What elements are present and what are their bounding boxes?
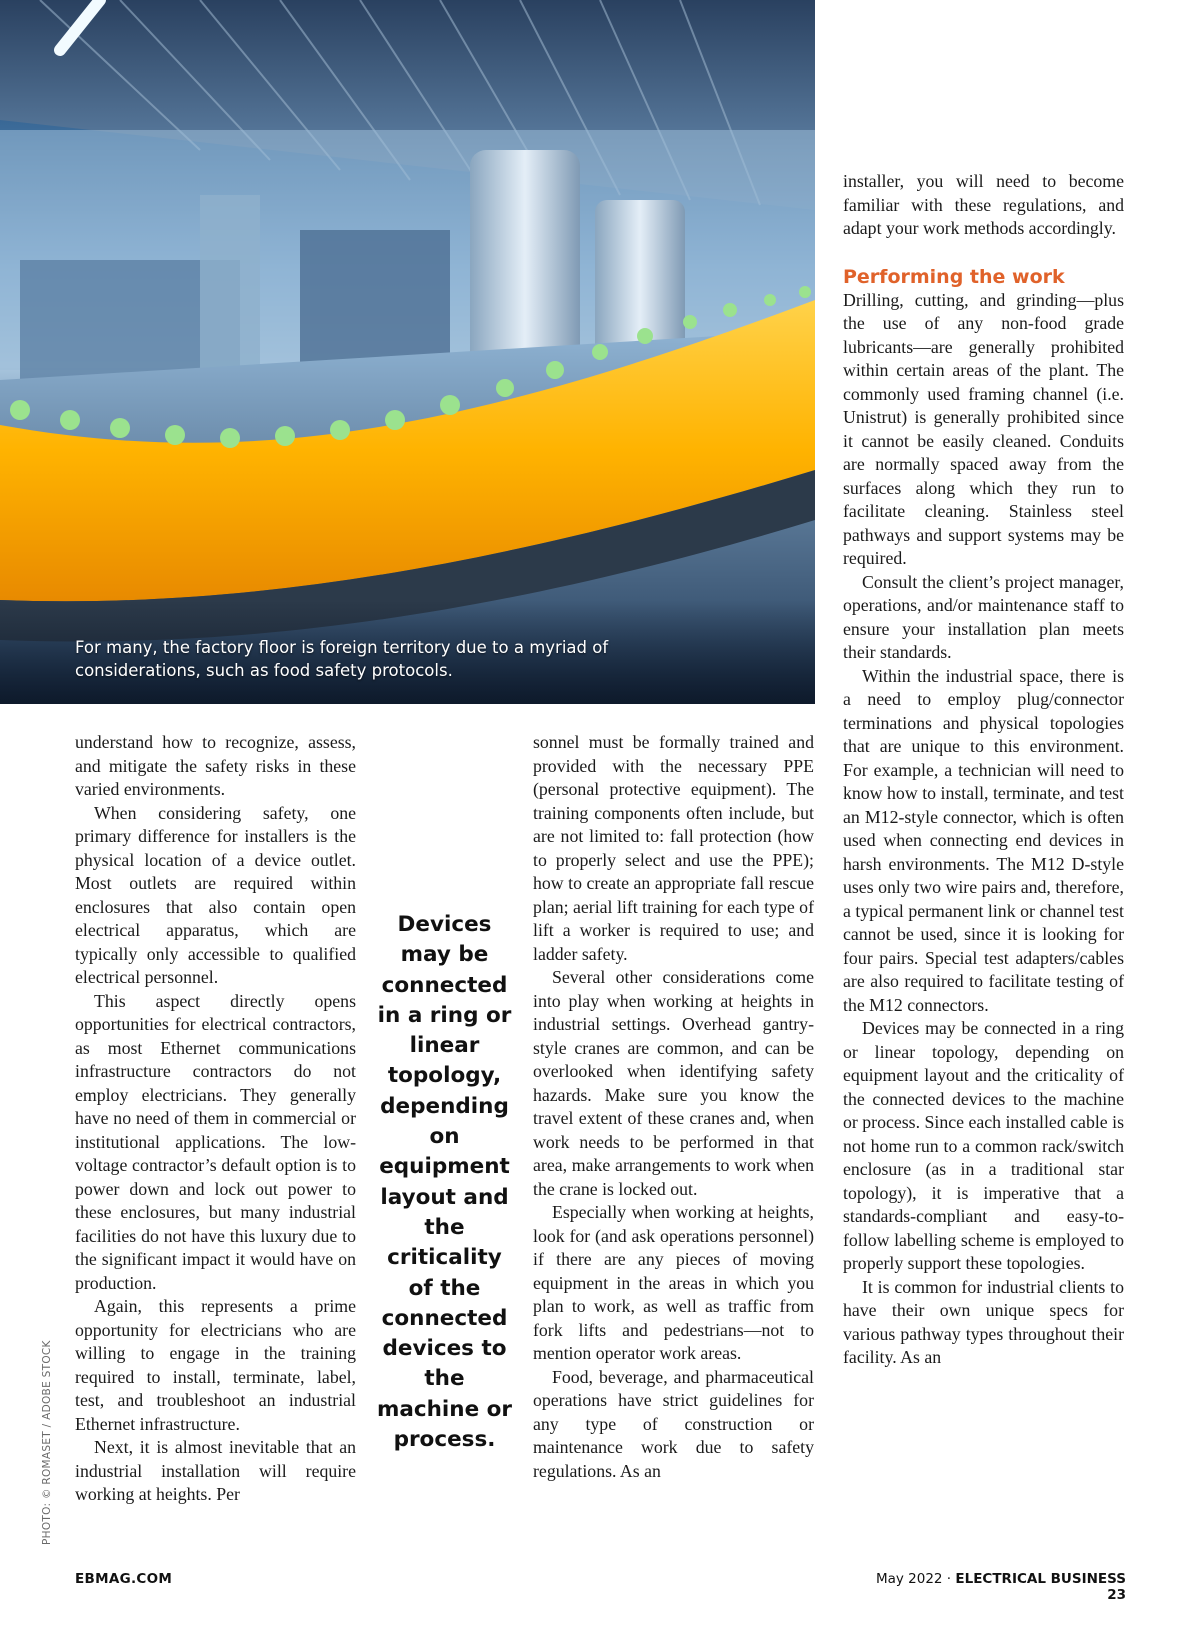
- paragraph: Within the industrial space, there is a need to employ plug/connector terminations and physical topologies that are unique to this environment. For example, a technician will need to know how to install, terminate, and test an M12-style connector, which is often used when connecting end devices in harsh environments. The M12 D-style uses only two wire pairs and, therefore, a typical permanent link or channel test cannot be used, since it is looking for four pairs. Special test adapters/cables are also required to facilitate testing of the M12 connectors.: [843, 665, 1124, 1015]
- section-heading: Performing the work: [843, 265, 1065, 288]
- page-number: 23: [1107, 1587, 1126, 1603]
- paragraph: Several other considerations come into play when working at heights in industrial settings. Overhead gantry-style cranes are common, and can be overlooked when identifying safety hazards. Make sure you know the travel extent of these cranes and, when work needs to be performed in that area, make arrangements to work when the crane is locked out.: [533, 967, 814, 1199]
- footer-issue-info: [826, 1571, 1126, 1603]
- paragraph: It is common for industrial clients to have their own unique specs for various pathway types throughout their facility. As an: [843, 1276, 1124, 1367]
- article-column-left: [75, 731, 356, 1507]
- photo-caption: For many, the factory floor is foreign territory due to a myriad of considerations, such as food safety protocols.: [75, 638, 609, 680]
- photo-credit: PHOTO: © ROMASET / ADOBE STOCK: [41, 1340, 53, 1545]
- paragraph: This aspect directly opens opportunities for electrical contractors, as most Ethernet communications infrastructure contractors do not employ electricians. They generally have no need of them in commercial or institutional applications. The low-voltage contractor’s default option is to power down and lock out power to these enclosures, but many industrial facilities do not have this luxury due to the significant impact it would have on production.: [75, 990, 356, 1293]
- bottling-line-illustration: [0, 0, 815, 704]
- article-column-middle: [533, 731, 814, 1483]
- paragraph: installer, you will need to become familiar with these regulations, and adapt your work methods accordingly.: [843, 171, 1124, 238]
- article-column-right: [843, 170, 1124, 1370]
- paragraph: Again, this represents a prime opportunity for electricians who are willing to engage in the training required to install, terminate, label, test, and troubleshoot an industrial Ethernet infrastructure.: [75, 1296, 356, 1434]
- pull-quote: Devices may be connected in a ring or linear topology, depending on equipment layout and the criticality of the connected devices to the machine or process.: [376, 912, 513, 1453]
- paragraph: Devices may be connected in a ring or linear topology, depending on equipment layout and the criticality of the connected devices to the machine or process. Since each installed cable is not home run to a common rack/switch enclosure (as in a traditional star topology), it is imperative that a standards-compliant and easy-to-follow labelling scheme is employed to properly support these topologies.: [843, 1018, 1124, 1273]
- paragraph: sonnel must be formally trained and provided with the necessary PPE (personal protective equipment). The training components often include, but are not limited to: fall protection (how to properly select and use the PPE); how to create an appropriate fall rescue plan; aerial lift training for each type of lift a worker is required to use; and ladder safety.: [533, 732, 814, 964]
- footer-magazine-name: ELECTRICAL BUSINESS: [955, 1571, 1126, 1587]
- paragraph: When considering safety, one primary difference for installers is the physical location of a device outlet. Most outlets are required within enclosures that also contain open electrical apparatus, which are typically only accessible to qualified electrical personnel.: [75, 802, 356, 987]
- paragraph: Food, beverage, and pharmaceutical operations have strict guidelines for any type of construction or maintenance work due to safety regulations. As an: [533, 1366, 814, 1481]
- paragraph: Consult the client’s project manager, operations, and/or maintenance staff to ensure your installation plan meets their standards.: [843, 571, 1124, 662]
- paragraph: Next, it is almost inevitable that an industrial installation will require working at heights. Per: [75, 1437, 356, 1504]
- footer-issue-date: May 2022 ·: [875, 1571, 952, 1587]
- paragraph: understand how to recognize, assess, and mitigate the safety risks in these varied environments.: [75, 732, 356, 799]
- paragraph: Especially when working at heights, look for (and ask operations personnel) if there are any pieces of moving equipment in the areas in which you plan to work, as well as traffic from fork lifts and pedestrians—not to mention operator work areas.: [533, 1202, 814, 1363]
- footer-site: EBMAG.COM: [75, 1571, 173, 1587]
- factory-photo: [0, 0, 815, 704]
- paragraph: Drilling, cutting, and grinding—plus the use of any non-food grade lubricants—are generally prohibited within certain areas of the plant. The commonly used framing channel (i.e. Unistrut) is generally prohibited since it cannot be easily cleaned. Conduits are normally spaced away from the surfaces along which they run to facilitate cleaning. Stainless steel pathways and support systems may be required.: [843, 289, 1124, 568]
